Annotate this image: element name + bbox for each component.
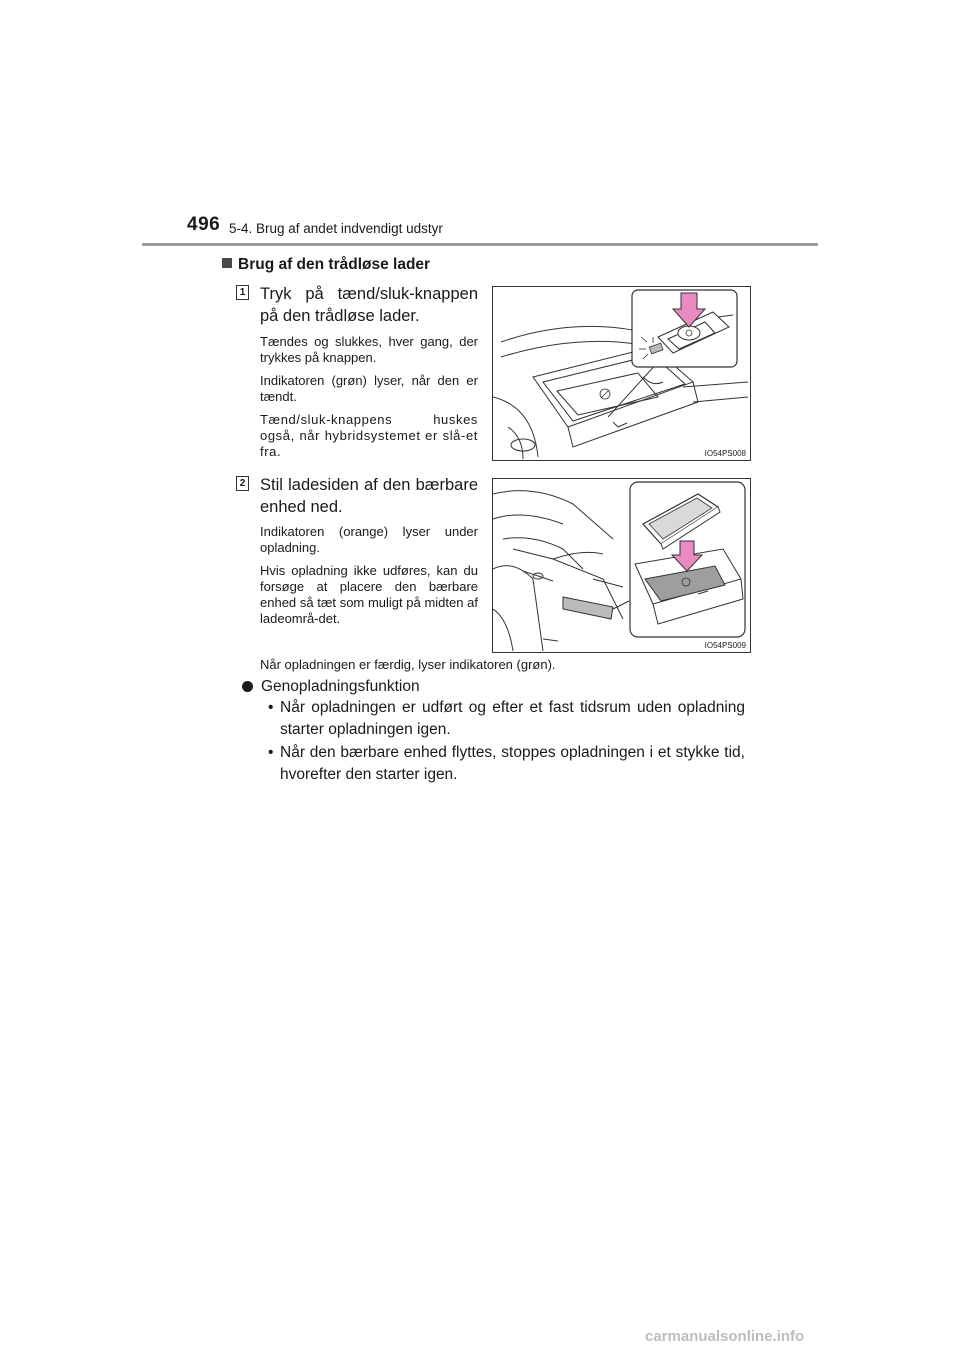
watermark[interactable]: carmanualsonline.info — [645, 1328, 805, 1345]
recharge-item-1 — [268, 697, 745, 741]
page-number: 496 — [187, 214, 221, 235]
bullet-mark: • — [268, 699, 274, 716]
device-on-charger-illustration — [493, 479, 750, 652]
recharge-item-2 — [268, 742, 745, 786]
step1-note-3: Tænd/sluk-knappens huskes også, når hybridsystemet er slå-et fra. — [260, 412, 478, 459]
step-number-1: 1 — [236, 285, 249, 300]
completion-note: Når opladningen er færdig, lyser indikatoren (grøn). — [260, 657, 556, 672]
figure-charger-button — [492, 286, 751, 461]
step2-title: Stil ladesiden af den bærbare enhed ned. — [260, 476, 478, 516]
heading-text: Brug af den trådløse lader — [238, 256, 431, 273]
step2-note-1: Indikatoren (orange) lyser under opladning. — [260, 524, 478, 555]
recharge-item-2-text: Når den bærbare enhed flyttes, stoppes opladningen i et stykke tid, hvorefter den starter igen. — [280, 744, 745, 783]
step1-note-2: Indikatoren (grøn) lyser, når den er tændt. — [260, 373, 478, 404]
section-heading — [222, 256, 430, 274]
step1-title: Tryk på tænd/sluk-knappen på den trådløse lader. — [260, 285, 478, 325]
recharge-title-text: Genopladningsfunktion — [261, 678, 420, 695]
recharge-item-1-text: Når opladningen er udført og efter et fast tidsrum uden opladning starter opladningen igen. — [280, 699, 745, 738]
step1-note-1: Tændes og slukkes, hver gang, der trykkes på knappen. — [260, 334, 478, 365]
figure1-label: IO54PS008 — [704, 449, 746, 458]
square-bullet-icon — [222, 258, 232, 268]
console-charger-illustration — [493, 287, 750, 460]
bullet-mark: • — [268, 744, 274, 761]
circle-bullet-icon — [242, 681, 253, 692]
section-title: 5-4. Brug af andet indvendigt udstyr — [229, 221, 443, 236]
figure2-label: IO54PS009 — [704, 641, 746, 650]
figure-place-device — [492, 478, 751, 653]
step2-note-2: Hvis opladning ikke udføres, kan du forsøge at placere den bærbare enhed så tæt som muligt på midten af ladeområ-det. — [260, 563, 478, 626]
step-number-2: 2 — [236, 476, 249, 491]
header-rule — [142, 243, 818, 246]
recharge-title — [242, 678, 420, 696]
